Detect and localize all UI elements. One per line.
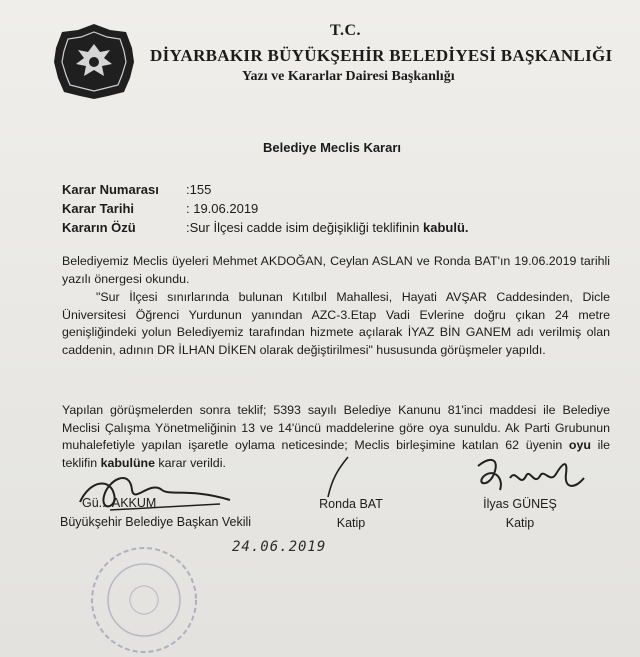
header-institution: DİYARBAKIR BÜYÜKŞEHİR BELEDİYESİ BAŞKANLIĞI [150, 46, 613, 65]
paragraph-2: "Sur İlçesi sınırlarında bulunan Kıtılbıl Mahallesi, Hayati AVŞAR Caddesinden, Dicle Üniversitesi Öğrenci Yurdunun yanından AZC-3.Etap Vadi Evlerine doğru çıkan 24 metre genişliğindeki yolun Belediyemiz tarafından hizmete açılarak İYAZ BİN GANEM adı verilmiş olan caddenin, adının DR İLHAN DİKEN olarak değiştirilmesi" hususunda görüşmeler yapıldı. [62, 290, 610, 357]
header-country: T.C. [330, 22, 362, 39]
paragraph-1: Belediyemiz Meclis üyeleri Mehmet AKDOĞAN, Ceylan ASLAN ve Ronda BAT'ın 19.06.2019 tarihli yazılı önergesi okundu. [62, 254, 610, 286]
official-round-stamp [85, 543, 203, 657]
handwritten-date: 24.06.2019 [232, 539, 327, 555]
signer-name: Ronda BAT [319, 497, 383, 511]
signer-role: Büyükşehir Belediye Başkan Vekili [60, 515, 252, 529]
p3-part: ile teklifin [62, 438, 610, 470]
header-department: Yazı ve Kararlar Dairesi Başkanlığı [242, 69, 455, 84]
p3-part: karar verildi. [154, 455, 226, 470]
meta-label: Karar Tarihi [62, 201, 135, 216]
signature-block-1 [60, 496, 251, 529]
signer-role: Katip [336, 516, 366, 530]
meta-value [186, 220, 469, 235]
meta-row-date [62, 199, 469, 218]
p3-bold: kabulüne [100, 455, 155, 470]
meta-value: :155 [186, 182, 212, 197]
meta-label: Kararın Özü [62, 220, 136, 235]
meta-row-summary [62, 218, 469, 237]
signer-role: Katip [505, 516, 535, 530]
meta-label: Karar Numarası [62, 182, 159, 197]
municipality-seal-logo [52, 22, 136, 100]
p3-bold: oyu [568, 438, 591, 452]
decision-meta [62, 180, 469, 237]
document-title: Belediye Meclis Kararı [263, 140, 402, 155]
meta-value: : 19.06.2019 [186, 201, 259, 216]
summary-bold: kabulü. [422, 220, 469, 235]
summary-text: :Sur İlçesi cadde isim değişikliği teklifinin [186, 220, 423, 235]
signer-name: İlyas GÜNEŞ [483, 497, 557, 511]
signature-block-3 [470, 497, 570, 530]
signature-block-2 [316, 497, 386, 530]
signature-scribble-3 [470, 448, 590, 503]
p3-part: Yapılan görüşmelerden sonra teklif; 5393 sayılı Belediye Kanunu 81'inci maddesi ile Belediye Meclisi Çalışma Yönetmeliğinin 13 ve 14'üncü maddelerine göre oya sunuldu. Ak Parti Grubunun muhalefetiyle yapılan işaretle oylama neticesinde; Meclis birleşimine katılan 62 üyenin [62, 403, 610, 452]
signer-name: Gü... AKKUM [82, 496, 157, 510]
signature-scribble-2 [320, 455, 360, 500]
meta-row-number [62, 180, 469, 199]
